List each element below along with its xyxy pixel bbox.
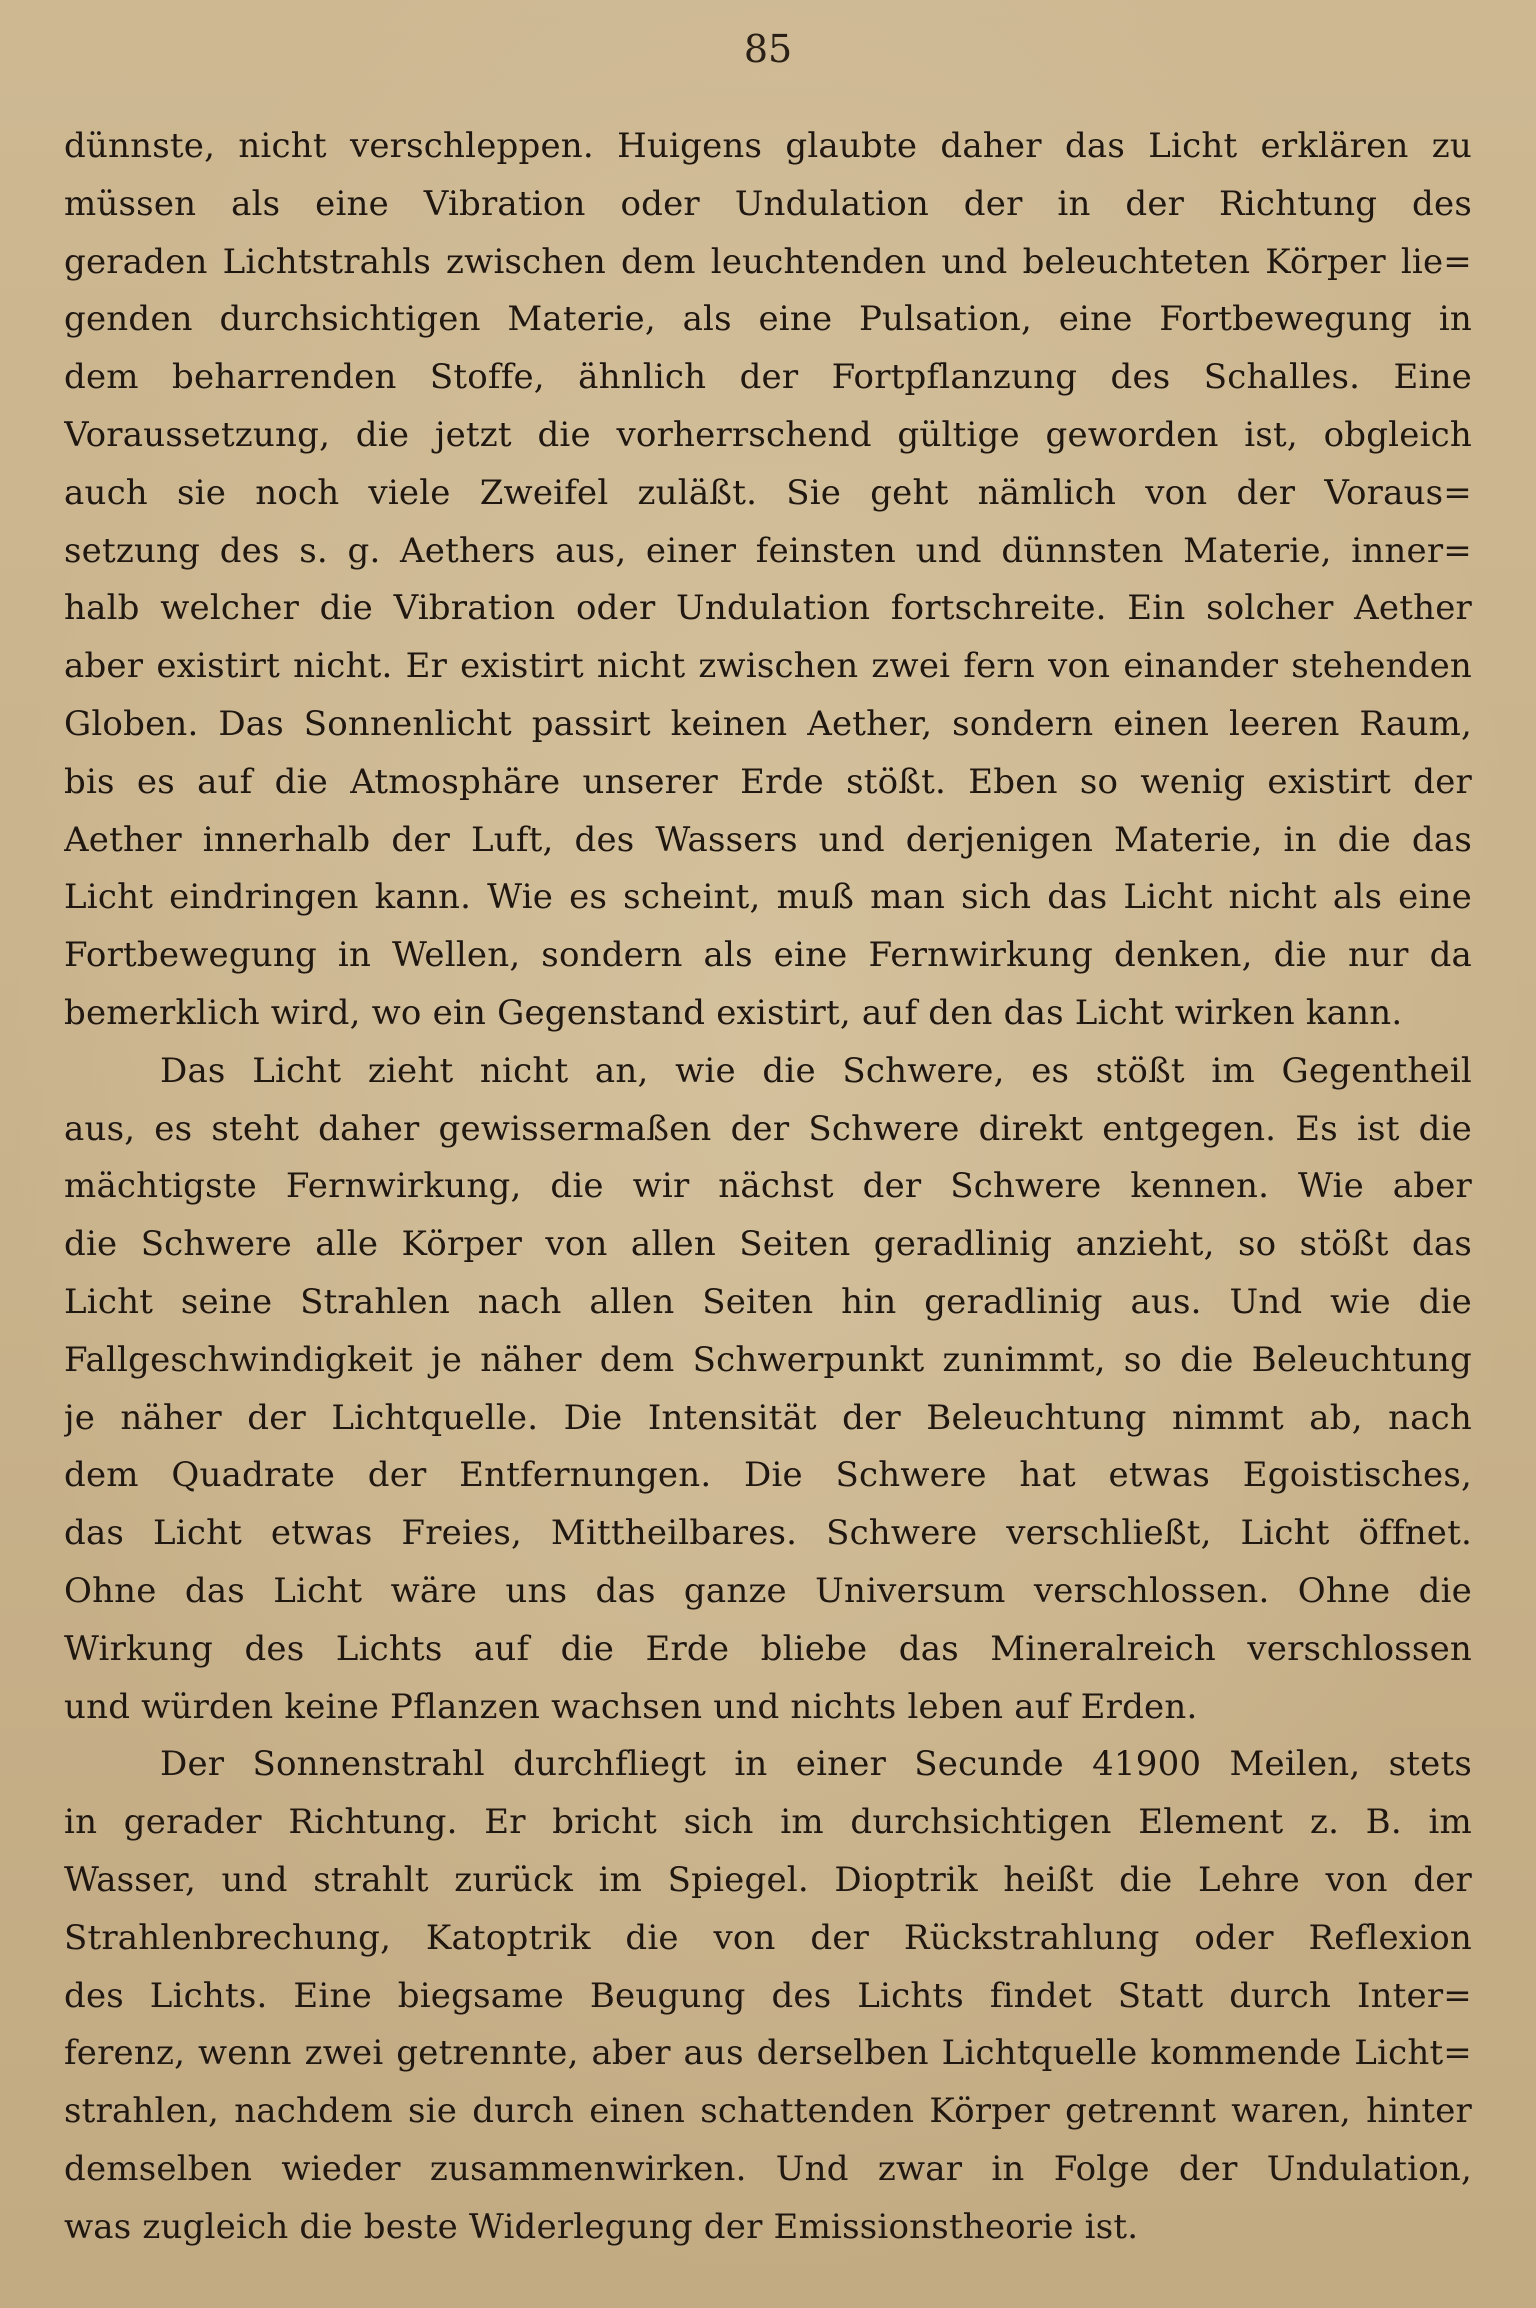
text-line: dem Quadrate der Entfernungen. Die Schwere hat etwas Egoistisches, [64,1455,1472,1496]
text-line: müssen als eine Vibration oder Undulation der in der Richtung des [64,183,1472,224]
text-line: strahlen, nachdem sie durch einen schattenden Körper getrennt waren, hinter [64,2091,1472,2132]
text-line: Wirkung des Lichts auf die Erde bliebe das Mineralreich verschlossen [64,1628,1472,1669]
text-line: in gerader Richtung. Er bricht sich im durchsichtigen Element z. B. im [64,1802,1472,1843]
text-line: Das Licht zieht nicht an, wie die Schwere, es stößt im Gegentheil [160,1050,1472,1091]
text-line: Strahlenbrechung, Katoptrik die von der Rückstrahlung oder Reflexion [64,1917,1472,1958]
text-line: geraden Lichtstrahls zwischen dem leuchtenden und beleuchteten Körper lie= [64,241,1472,282]
text-line: die Schwere alle Körper von allen Seiten geradlinig anzieht, so stößt das [64,1224,1472,1265]
text-line: aber existirt nicht. Er existirt nicht zwischen zwei fern von einander stehenden [64,646,1472,687]
body-text [64,118,1472,2256]
page-number: 85 [743,27,793,71]
text-line: des Lichts. Eine biegsame Beugung des Lichts findet Statt durch Inter= [64,1975,1472,2016]
text-line: Licht eindringen kann. Wie es scheint, muß man sich das Licht nicht als eine [64,877,1472,918]
text-line: demselben wieder zusammenwirken. Und zwar in Folge der Undulation, [64,2148,1472,2189]
text-line: was zugleich die beste Widerlegung der Emissionstheorie ist. [64,2206,1139,2247]
text-line: Der Sonnenstrahl durchfliegt in einer Secunde 41900 Meilen, stets [160,1744,1472,1785]
text-line: Fallgeschwindigkeit je näher dem Schwerpunkt zunimmt, so die Beleuchtung [64,1339,1472,1380]
text-line: Licht seine Strahlen nach allen Seiten hin geradlinig aus. Und wie die [64,1281,1472,1322]
text-line: bis es auf die Atmosphäre unserer Erde stößt. Eben so wenig existirt der [64,761,1472,802]
text-line: Fortbewegung in Wellen, sondern als eine Fernwirkung denken, die nur da [64,935,1472,976]
text-line: bemerklich wird, wo ein Gegenstand existirt, auf den das Licht wirken kann. [64,992,1403,1033]
text-line: halb welcher die Vibration oder Undulation fortschreite. Ein solcher Aether [64,588,1472,629]
text-line: dünnste, nicht verschleppen. Huigens glaubte daher das Licht erklären zu [64,126,1472,166]
text-line: und würden keine Pflanzen wachsen und nichts leben auf Erden. [64,1686,1198,1727]
text-line: Globen. Das Sonnenlicht passirt keinen Aether, sondern einen leeren Raum, [64,703,1472,744]
text-line: ferenz, wenn zwei getrennte, aber aus derselben Lichtquelle kommende Licht= [64,2033,1472,2074]
text-line: Aether innerhalb der Luft, des Wassers und derjenigen Materie, in die das [64,819,1472,860]
text-line: das Licht etwas Freies, Mittheilbares. Schwere verschließt, Licht öffnet. [64,1513,1472,1554]
text-line: je näher der Lichtquelle. Die Intensität der Beleuchtung nimmt ab, nach [64,1397,1472,1438]
text-line: Wasser, und strahlt zurück im Spiegel. Dioptrik heißt die Lehre von der [64,1859,1472,1900]
text-line: mächtigste Fernwirkung, die wir nächst der Schwere kennen. Wie aber [64,1166,1472,1207]
text-line: Voraussetzung, die jetzt die vorherrschend gültige geworden ist, obgleich [64,414,1472,455]
text-line: setzung des s. g. Aethers aus, einer feinsten und dünnsten Materie, inner= [64,530,1472,571]
text-line: Ohne das Licht wäre uns das ganze Universum verschlossen. Ohne die [64,1570,1472,1611]
text-line: dem beharrenden Stoffe, ähnlich der Fortpflanzung des Schalles. Eine [64,357,1472,398]
text-line: auch sie noch viele Zweifel zuläßt. Sie geht nämlich von der Voraus= [64,472,1472,513]
text-line: genden durchsichtigen Materie, als eine Pulsation, eine Fortbewegung in [64,299,1472,340]
text-line: aus, es steht daher gewissermaßen der Schwere direkt entgegen. Es ist die [64,1108,1472,1149]
